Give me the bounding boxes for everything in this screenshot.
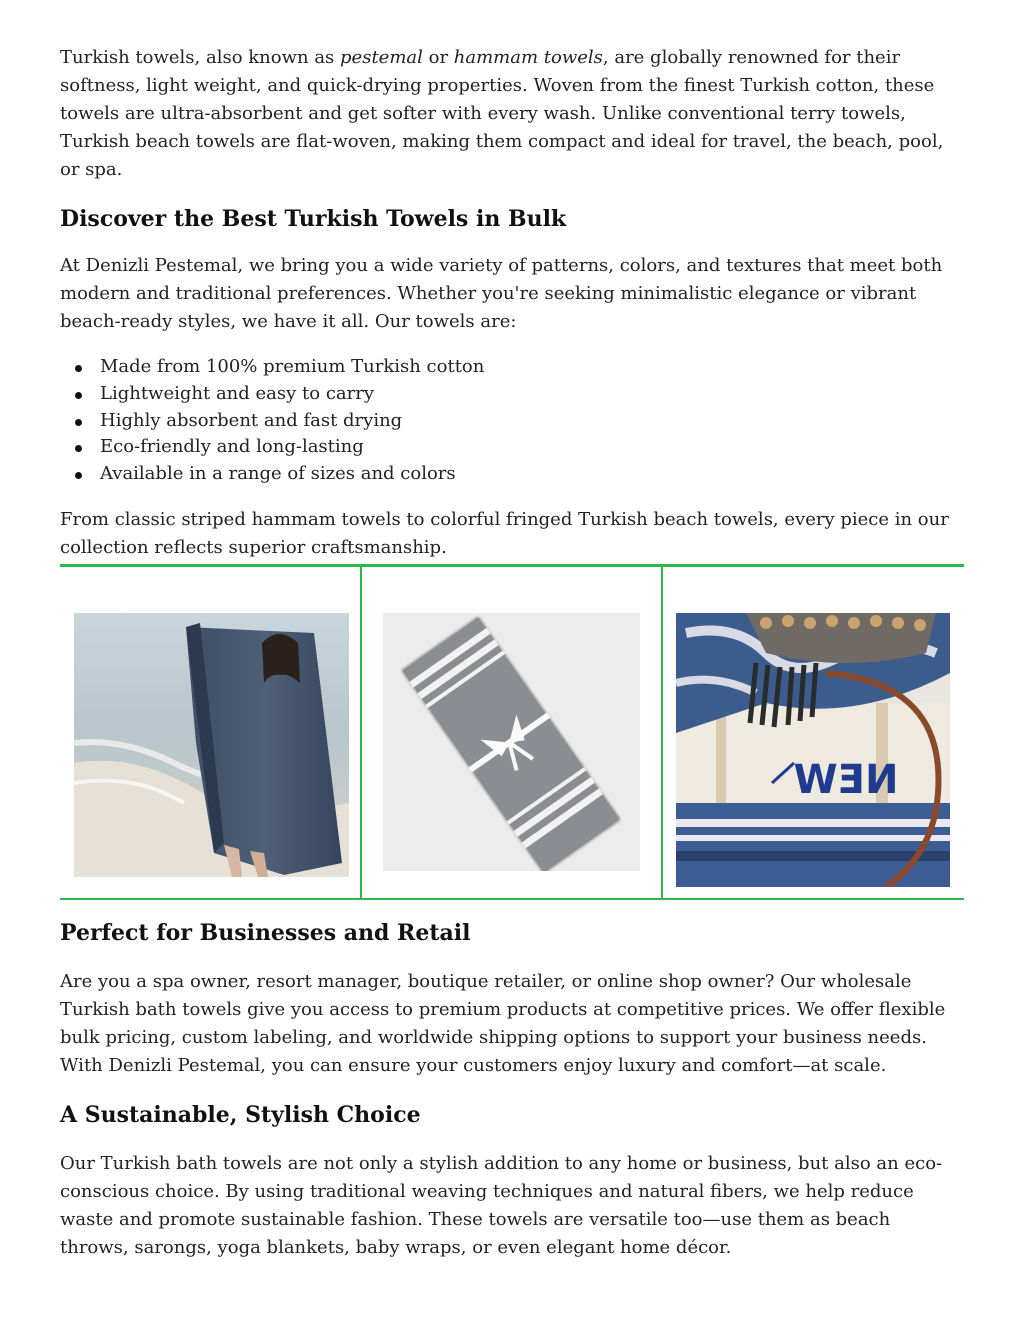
list-item: Highly absorbent and fast drying	[100, 408, 964, 435]
folded-towel-photo	[383, 613, 640, 871]
intro-text-2: or	[422, 47, 454, 68]
beach-towel-photo	[74, 613, 349, 877]
gallery-divider	[661, 567, 663, 898]
discover-paragraph: At Denizli Pestemal, we bring you a wide variety of patterns, colors, and textures that meet both modern and traditional preferences. Whether you're seeking minimalistic elegance or vibrant beach-ready styles, we have it all. Our towels are:	[60, 255, 943, 332]
list-item: Available in a range of sizes and colors	[100, 461, 964, 488]
image-gallery	[60, 564, 964, 900]
sustainability-heading: A Sustainable, Stylish Choice	[60, 1102, 421, 1128]
gallery-divider	[360, 567, 362, 898]
embroidery-machine-photo	[676, 613, 950, 887]
intro-text-3: , are globally renowned for their softness, light weight, and quick-drying properties. Woven from the finest Turkish cotton, these towels are ultra-absorbent and get softer with every wash. Unlike conventional terry towels, Turkish beach towels are flat-woven, making them compact and ideal for travel, the beach, pool, or spa.	[60, 47, 944, 180]
embroidery-text: NEW	[793, 757, 899, 803]
lower-content	[60, 918, 964, 1262]
collection-paragraph: From classic striped hammam towels to colorful fringed Turkish beach towels, every piece in our collection reflects superior craftsmanship.	[60, 508, 949, 558]
intro-emphasis-pestemal: pestemal	[340, 47, 423, 68]
intro-text-1: Turkish towels, also known as	[60, 47, 341, 68]
list-item: Eco-friendly and long-lasting	[100, 434, 964, 461]
discover-heading: Discover the Best Turkish Towels in Bulk	[60, 206, 567, 232]
features-list	[60, 354, 964, 488]
intro-paragraph	[60, 44, 964, 184]
business-paragraph: Are you a spa owner, resort manager, boutique retailer, or online shop owner? Our wholesale Turkish bath towels give you access to premium products at competitive prices. We offer flexible bulk pricing, custom labeling, and worldwide shipping options to support your business needs. With Denizli Pestemal, you can ensure your customers enjoy luxury and comfort—at scale.	[60, 971, 946, 1076]
list-item: Made from 100% premium Turkish cotton	[100, 354, 964, 381]
list-item: Lightweight and easy to carry	[100, 381, 964, 408]
intro-emphasis-hammam: hammam towels	[453, 47, 603, 68]
main-content	[60, 44, 964, 562]
business-heading: Perfect for Businesses and Retail	[60, 920, 471, 946]
sustainability-paragraph: Our Turkish bath towels are not only a stylish addition to any home or business, but also an eco-conscious choice. By using traditional weaving techniques and natural fibers, we help reduce waste and promote sustainable fashion. These towels are versatile too—use them as beach throws, sarongs, yoga blankets, baby wraps, or even elegant home décor.	[60, 1153, 943, 1258]
